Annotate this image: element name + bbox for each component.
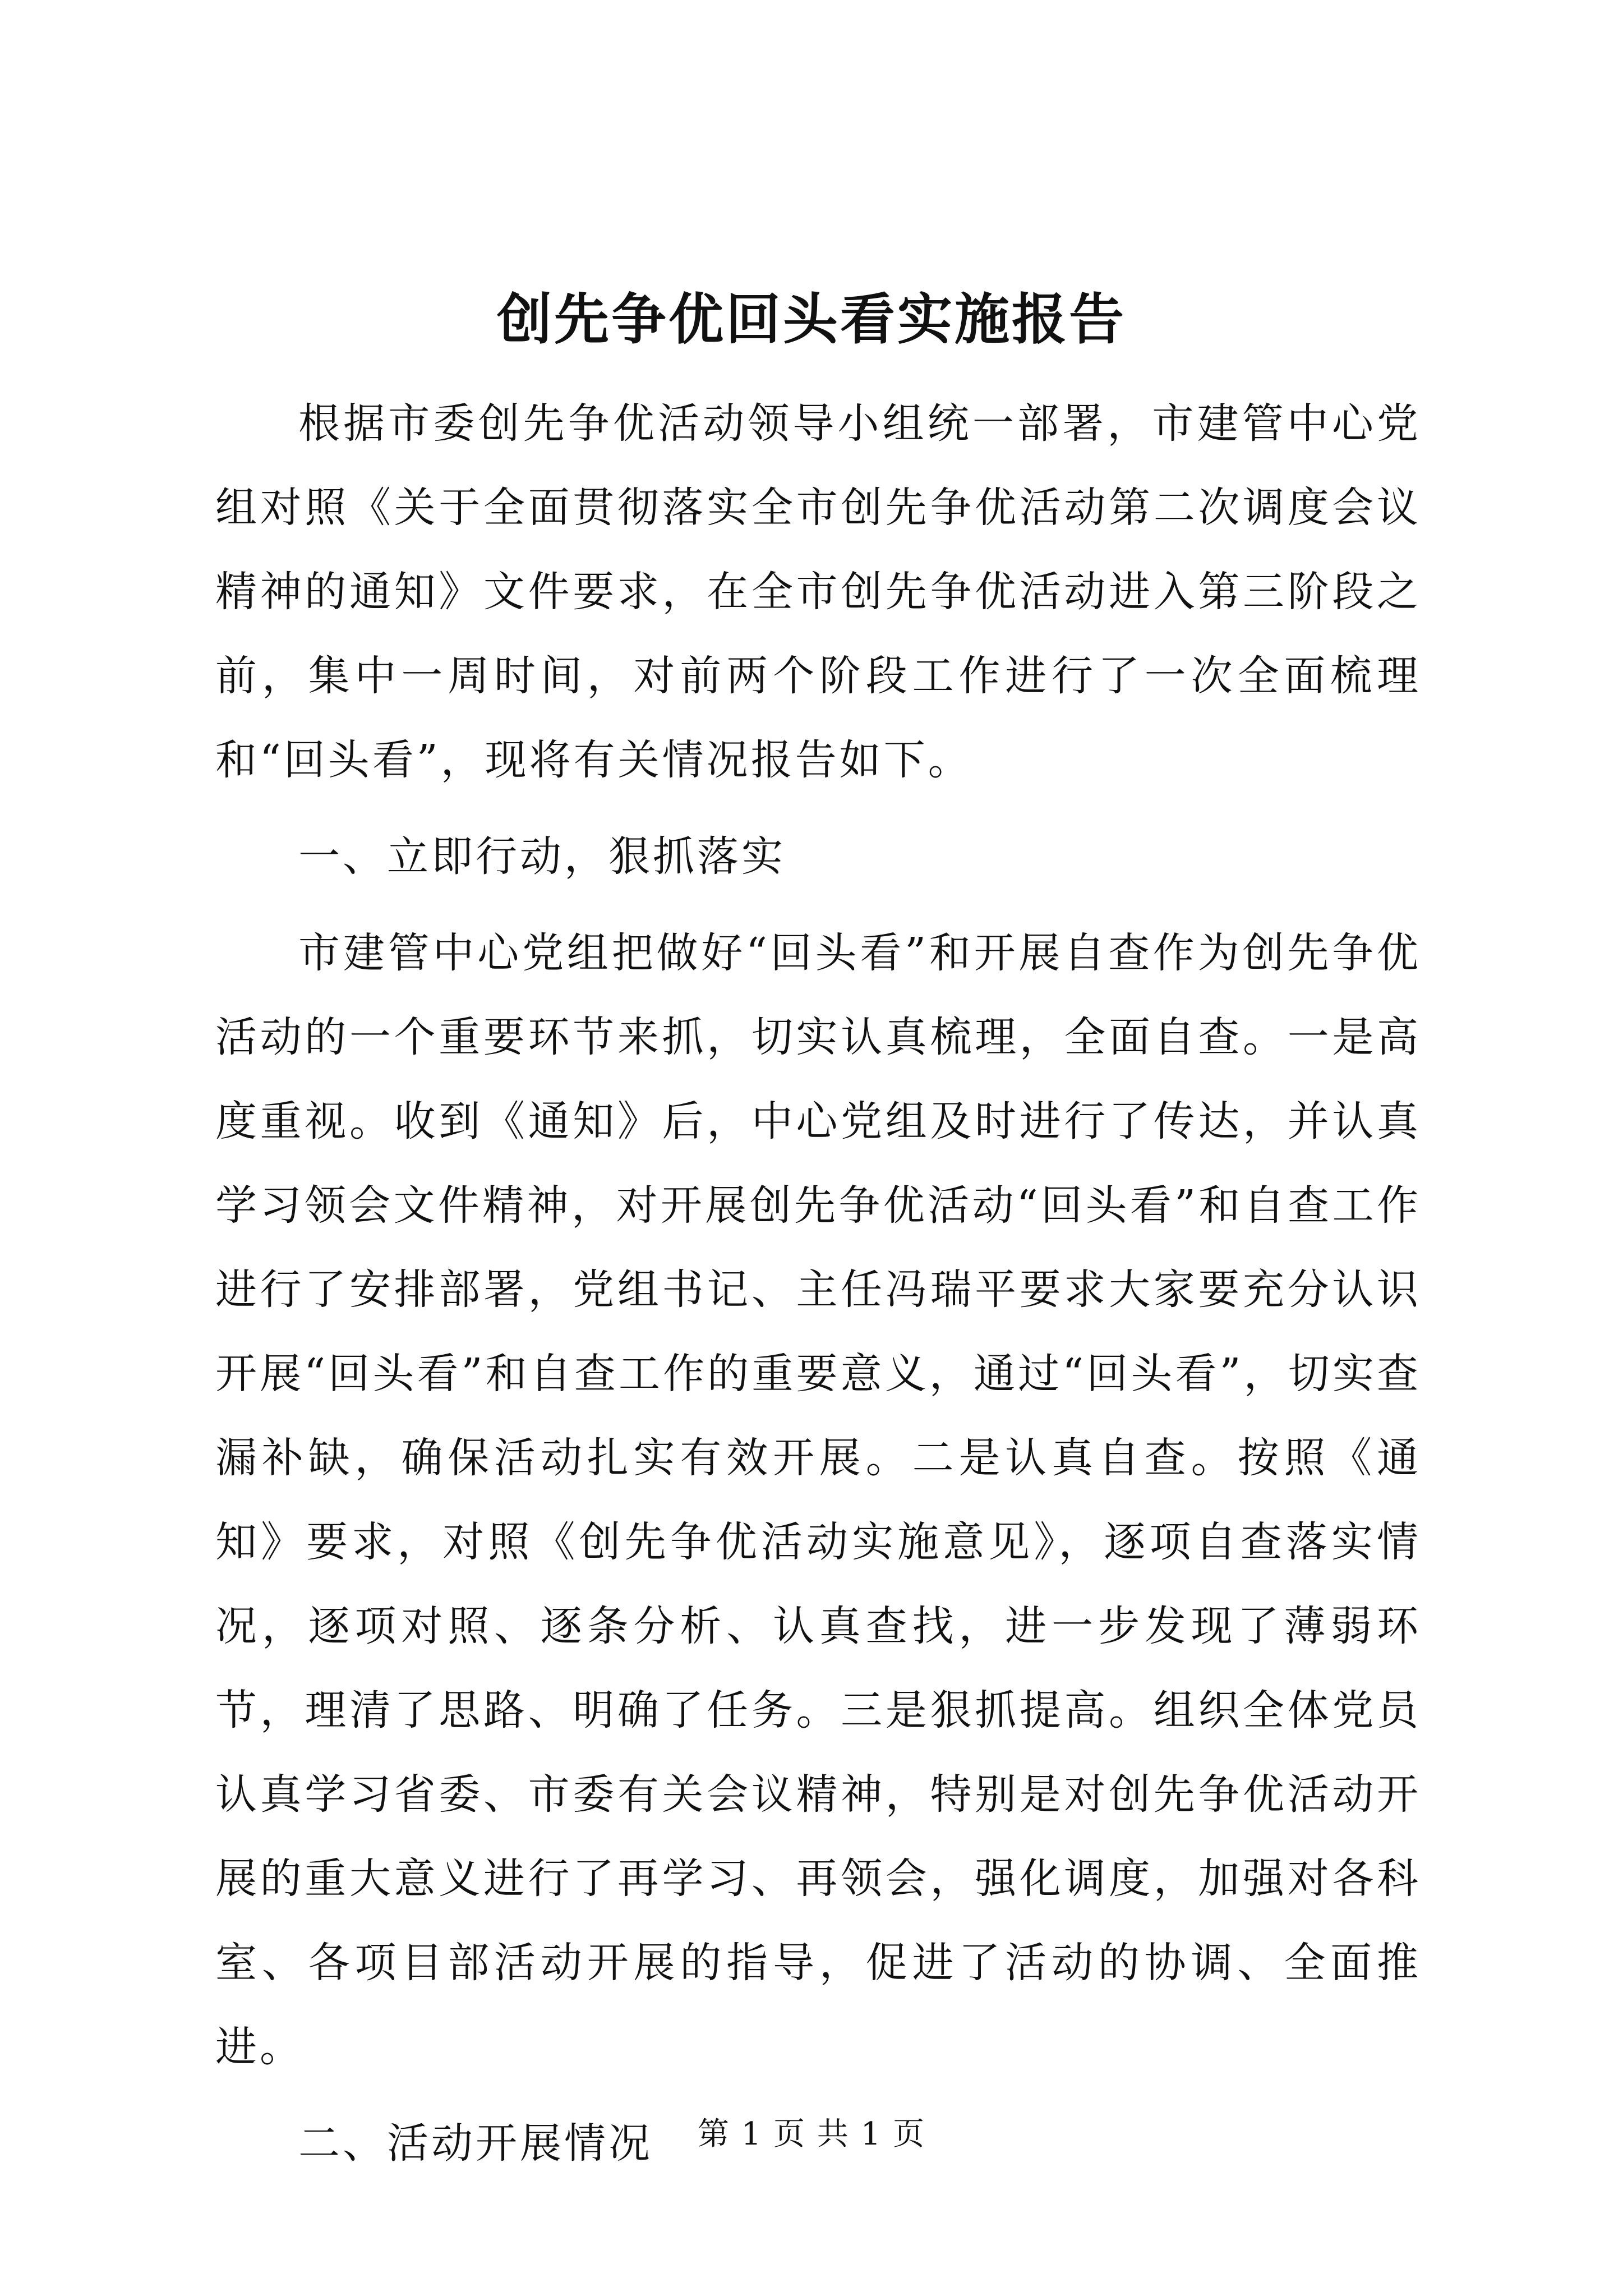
section-heading-2: 二、活动开展情况 [298,2119,653,2168]
page-footer: 第 1 页 共 1 页 [697,2116,926,2152]
document-body [215,381,1421,2185]
paragraph-section-1: 市建管中心党组把做好“回头看”和开展自查作为创先争优活动的一个重要环节来抓，切实认真梳理，全面自查。一是高度重视。收到《通知》后，中心党组及时进行了传达，并认真学习领会文件精神，对开展创先争优活动“回头看”和自查工作进行了安排部署，党组书记、主任冯瑞平要求大家要充分认识开展“回头看”和自查工作的重要意义，通过“回头看”，切实查漏补缺，确保活动扎实有效开展。二是认真自查。按照《通知》要求，对照《创先争优活动实施意见》，逐项自查落实情况，逐项对照、逐条分析、认真查找，进一步发现了薄弱环节，理清了思路、明确了任务。三是狠抓提高。组织全体党员认真学习省委、市委有关会议精神，特别是对创先争优活动开展的重大意义进行了再学习、再领会，强化调度，加强对各科室、各项目部活动开展的指导，促进了活动的协调、全面推进。 [215,929,1421,2071]
paragraph-intro: 根据市委创先争优活动领导小组统一部署，市建管中心党组对照《关于全面贯彻落实全市创先争优活动第二次调度会议精神的通知》文件要求，在全市创先争优活动进入第三阶段之前，集中一周时间，对前两个阶段工作进行了一次全面梳理和“回头看”，现将有关情况报告如下。 [215,399,1421,784]
section-heading-1: 一、立即行动，狠抓落实 [298,832,786,881]
document-title: 创先争优回头看实施报告 [496,287,1126,352]
